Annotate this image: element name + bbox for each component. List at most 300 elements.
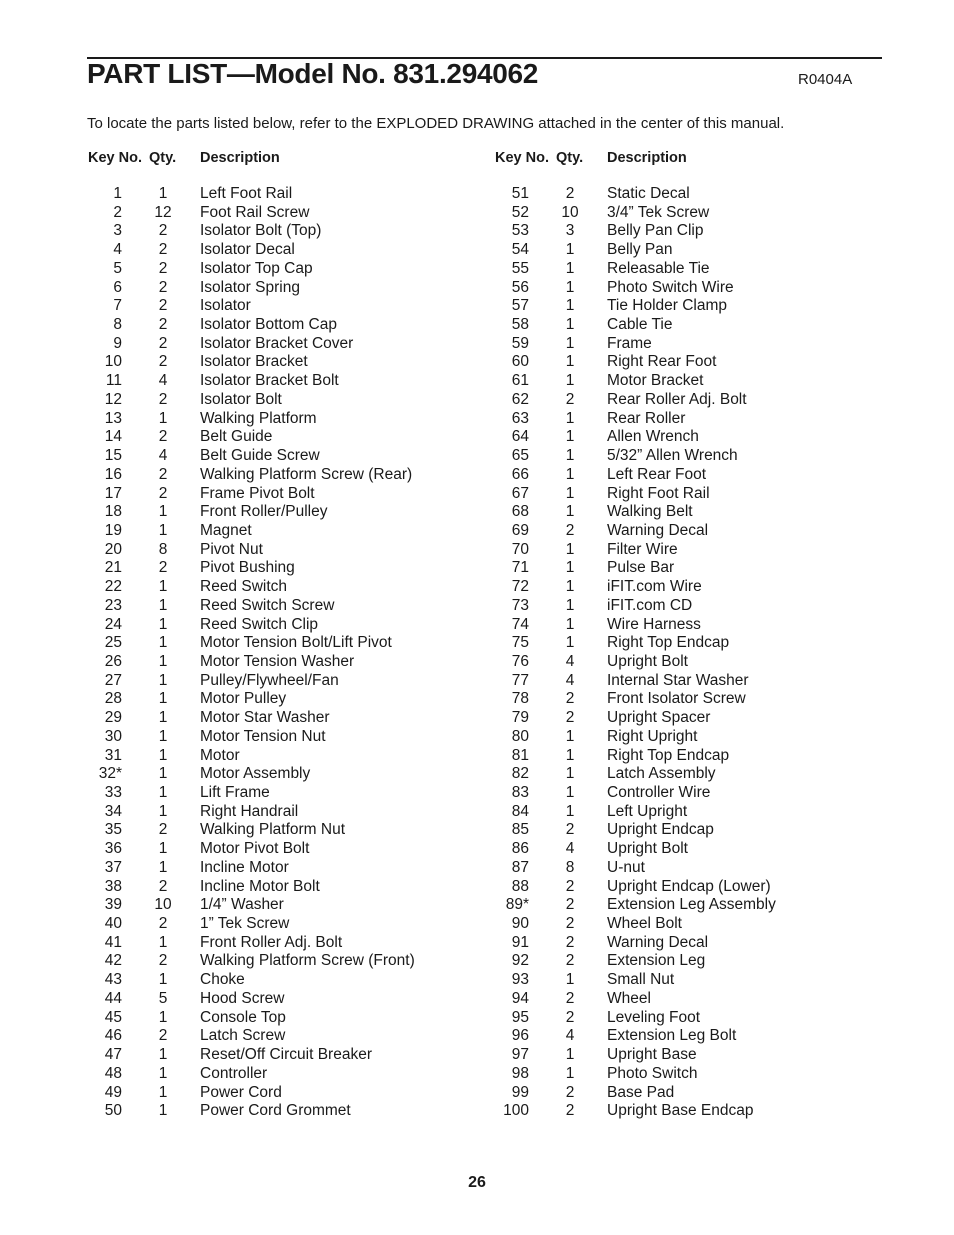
part-key-no: 38 [104, 877, 122, 895]
part-qty: 2 [158, 915, 168, 933]
part-row [494, 952, 894, 971]
part-description: Walking Platform Nut [200, 821, 345, 839]
part-qty: 1 [158, 185, 168, 202]
part-description: Belt Guide [200, 428, 273, 446]
part-description: Front Roller/Pulley [200, 503, 328, 521]
part-key-no: 79 [511, 709, 529, 727]
column-header [494, 147, 894, 171]
part-qty: 1 [158, 503, 168, 521]
part-qty: 2 [565, 877, 575, 895]
part-description: Latch Screw [200, 1027, 286, 1045]
part-qty: 1 [565, 428, 575, 446]
part-row [494, 896, 894, 915]
part-qty: 1 [158, 596, 168, 614]
part-description: Latch Assembly [607, 765, 716, 783]
part-qty: 1 [565, 784, 575, 801]
part-description: Photo Switch [607, 1064, 698, 1082]
part-qty: 2 [565, 896, 575, 914]
part-description: Cable Tie [607, 316, 673, 334]
part-key-no: 70 [511, 540, 529, 558]
part-key-no: 58 [511, 316, 529, 334]
part-key-no: 76 [511, 652, 529, 670]
part-key-no: 1 [113, 185, 122, 202]
part-qty: 1 [565, 241, 575, 259]
part-description: Isolator Decal [200, 241, 295, 259]
part-row [87, 1084, 487, 1103]
part-key-no: 29 [104, 709, 122, 727]
part-row [87, 709, 487, 728]
part-key-no: 32* [98, 765, 122, 783]
part-row [494, 204, 894, 223]
part-description: Upright Endcap [607, 821, 714, 839]
part-description: Lift Frame [200, 784, 270, 801]
part-description: Isolator [200, 297, 251, 315]
part-row [494, 690, 894, 709]
part-qty: 2 [158, 297, 168, 315]
part-row [87, 616, 487, 635]
part-qty: 4 [565, 652, 575, 670]
part-description: Walking Platform [200, 409, 317, 427]
part-qty: 1 [565, 971, 575, 989]
part-row [494, 971, 894, 990]
part-key-no: 36 [104, 840, 122, 858]
header-key-no: Key No. [88, 150, 142, 166]
part-description: Tie Holder Clamp [607, 297, 728, 315]
part-qty: 2 [158, 559, 168, 577]
part-qty: 2 [158, 222, 168, 240]
part-qty: 1 [158, 578, 168, 596]
part-qty: 1 [565, 353, 575, 371]
part-row [494, 447, 894, 466]
part-description: Upright Base [607, 1046, 697, 1064]
part-description: Right Foot Rail [607, 484, 710, 502]
part-row [87, 447, 487, 466]
part-qty: 2 [158, 278, 168, 296]
part-key-no: 52 [511, 203, 529, 221]
part-row [87, 204, 487, 223]
part-row [494, 1027, 894, 1046]
part-key-no: 57 [511, 297, 529, 315]
part-key-no: 6 [113, 278, 122, 296]
part-description: U-nut [607, 858, 645, 876]
part-qty: 8 [565, 858, 575, 876]
part-qty: 2 [565, 390, 575, 408]
part-description: Frame Pivot Bolt [200, 484, 315, 502]
part-row [87, 466, 487, 485]
part-description: Walking Platform Screw (Front) [200, 952, 415, 970]
part-description: Upright Base Endcap [607, 1102, 754, 1120]
part-description: Motor Pivot Bolt [200, 840, 310, 858]
part-description: Motor Bracket [607, 372, 704, 390]
part-row [87, 279, 487, 298]
part-row [87, 391, 487, 410]
part-description: Power Cord Grommet [200, 1102, 351, 1120]
part-description: Front Roller Adj. Bolt [200, 933, 343, 951]
part-key-no: 77 [511, 671, 529, 689]
part-description: iFIT.com CD [607, 596, 693, 614]
part-key-no: 75 [511, 634, 529, 652]
part-key-no: 59 [511, 334, 529, 352]
part-row [87, 185, 487, 204]
parts-column-right [494, 147, 894, 1120]
part-row [494, 541, 894, 560]
part-qty: 2 [565, 821, 575, 839]
part-qty: 1 [565, 259, 575, 277]
part-description: Left Upright [607, 802, 688, 820]
part-qty: 1 [158, 1008, 168, 1026]
part-key-no: 67 [511, 484, 529, 502]
part-description: Pulley/Flywheel/Fan [200, 671, 339, 689]
part-qty: 2 [158, 821, 168, 839]
part-description: Warning Decal [607, 521, 709, 539]
part-qty: 2 [158, 484, 168, 502]
part-description: 5/32” Allen Wrench [607, 447, 738, 465]
part-qty: 1 [158, 765, 168, 783]
part-key-no: 27 [104, 671, 122, 689]
part-qty: 1 [158, 858, 168, 876]
part-row [87, 372, 487, 391]
part-key-no: 61 [511, 372, 529, 390]
part-description: 1/4” Washer [200, 896, 284, 914]
part-row [494, 1065, 894, 1084]
part-row [494, 709, 894, 728]
part-key-no: 24 [104, 615, 122, 633]
part-key-no: 88 [511, 877, 529, 895]
part-description: Isolator Bracket Cover [200, 334, 354, 352]
part-key-no: 37 [104, 858, 122, 876]
part-qty: 3 [565, 222, 575, 240]
part-key-no: 96 [511, 1027, 529, 1045]
part-description: Foot Rail Screw [200, 203, 310, 221]
part-description: Leveling Foot [607, 1008, 701, 1026]
part-description: Isolator Bracket Bolt [200, 372, 339, 390]
part-qty: 1 [158, 802, 168, 820]
part-row [494, 597, 894, 616]
part-description: Extension Leg Bolt [607, 1027, 737, 1045]
part-key-no: 63 [511, 409, 529, 427]
part-description: Choke [200, 971, 245, 989]
part-row [494, 1046, 894, 1065]
part-description: Walking Platform Screw (Rear) [200, 465, 413, 483]
part-qty: 1 [158, 727, 168, 745]
part-description: Isolator Top Cap [200, 259, 313, 277]
part-row [87, 1009, 487, 1028]
part-row [494, 747, 894, 766]
part-key-no: 80 [511, 727, 529, 745]
part-key-no: 16 [104, 465, 122, 483]
part-row [87, 878, 487, 897]
part-key-no: 49 [104, 1083, 122, 1101]
part-qty: 5 [158, 989, 168, 1007]
part-key-no: 15 [104, 447, 122, 465]
part-qty: 2 [565, 952, 575, 970]
part-qty: 2 [565, 185, 575, 202]
part-row [494, 297, 894, 316]
part-description: Incline Motor Bolt [200, 877, 320, 895]
part-qty: 1 [565, 802, 575, 820]
part-qty: 4 [158, 447, 168, 465]
part-key-no: 11 [105, 372, 122, 390]
part-key-no: 90 [511, 915, 529, 933]
part-key-no: 33 [104, 784, 122, 801]
part-key-no: 44 [104, 989, 122, 1007]
part-key-no: 30 [104, 727, 122, 745]
part-row [87, 410, 487, 429]
part-row [494, 222, 894, 241]
part-key-no: 69 [511, 521, 529, 539]
part-qty: 1 [565, 316, 575, 334]
part-description: iFIT.com Wire [607, 578, 702, 596]
part-description: Pulse Bar [607, 559, 675, 577]
part-description: Upright Spacer [607, 709, 711, 727]
part-description: Base Pad [607, 1083, 675, 1101]
part-key-no: 85 [511, 821, 529, 839]
part-qty: 2 [158, 353, 168, 371]
part-row [87, 1065, 487, 1084]
part-row [87, 803, 487, 822]
part-qty: 8 [158, 540, 168, 558]
part-qty: 2 [565, 989, 575, 1007]
part-key-no: 22 [104, 578, 122, 596]
part-key-no: 84 [511, 802, 529, 820]
part-qty: 1 [158, 709, 168, 727]
part-row [494, 915, 894, 934]
part-description: Right Handrail [200, 802, 299, 820]
part-key-no: 10 [104, 353, 122, 371]
part-key-no: 20 [104, 540, 122, 558]
part-description: Right Top Endcap [607, 746, 730, 764]
part-key-no: 9 [113, 334, 122, 352]
part-row [494, 485, 894, 504]
part-qty: 1 [565, 727, 575, 745]
part-key-no: 12 [104, 390, 122, 408]
part-row [494, 335, 894, 354]
part-key-no: 3 [113, 222, 122, 240]
part-qty: 1 [565, 297, 575, 315]
part-qty: 1 [565, 278, 575, 296]
part-row [87, 541, 487, 560]
part-row [494, 878, 894, 897]
part-key-no: 56 [511, 278, 529, 296]
part-qty: 1 [158, 690, 168, 708]
part-key-no: 72 [511, 578, 529, 596]
header-qty: Qty. [556, 150, 584, 166]
part-description: Pivot Nut [200, 540, 263, 558]
part-key-no: 64 [511, 428, 529, 446]
part-key-no: 48 [104, 1064, 122, 1082]
part-row [87, 765, 487, 784]
part-description: Motor Tension Washer [200, 652, 355, 670]
part-description: Reed Switch [200, 578, 288, 596]
part-qty: 1 [158, 521, 168, 539]
part-qty: 1 [565, 1064, 575, 1082]
part-description: Front Isolator Screw [607, 690, 746, 708]
part-row [87, 353, 487, 372]
part-qty: 1 [158, 933, 168, 951]
part-qty: 1 [565, 334, 575, 352]
part-description: Right Top Endcap [607, 634, 730, 652]
part-description: Upright Endcap (Lower) [607, 877, 771, 895]
part-description: 3/4” Tek Screw [607, 203, 710, 221]
part-row [87, 1046, 487, 1065]
part-key-no: 28 [104, 690, 122, 708]
part-qty: 1 [158, 1102, 168, 1120]
part-qty: 1 [158, 971, 168, 989]
part-description: Upright Bolt [607, 652, 688, 670]
part-row [494, 765, 894, 784]
part-description: Motor Pulley [200, 690, 287, 708]
part-qty: 1 [565, 559, 575, 577]
part-description: Reset/Off Circuit Breaker [200, 1046, 372, 1064]
part-row [494, 990, 894, 1009]
part-row [87, 335, 487, 354]
part-row [87, 297, 487, 316]
part-key-no: 68 [511, 503, 529, 521]
part-key-no: 53 [511, 222, 529, 240]
part-key-no: 82 [511, 765, 529, 783]
part-description: Right Upright [607, 727, 698, 745]
part-description: Reed Switch Clip [200, 615, 319, 633]
part-qty: 1 [565, 409, 575, 427]
part-row [494, 634, 894, 653]
part-qty: 2 [158, 465, 168, 483]
part-qty: 1 [565, 596, 575, 614]
part-row [87, 859, 487, 878]
part-description: Reed Switch Screw [200, 596, 335, 614]
part-key-no: 86 [511, 840, 529, 858]
part-description: 1” Tek Screw [200, 915, 290, 933]
part-row [87, 672, 487, 691]
part-qty: 1 [158, 652, 168, 670]
part-row [87, 222, 487, 241]
part-key-no: 21 [104, 559, 122, 577]
part-qty: 1 [565, 540, 575, 558]
part-key-no: 71 [511, 559, 529, 577]
header-key-no: Key No. [495, 150, 549, 166]
part-description: Photo Switch Wire [607, 278, 734, 296]
page-number: 26 [468, 1174, 486, 1191]
part-row [494, 466, 894, 485]
part-key-no: 39 [104, 896, 122, 914]
part-qty: 10 [154, 896, 172, 914]
part-key-no: 35 [104, 821, 122, 839]
part-description: Motor Tension Bolt/Lift Pivot [200, 634, 392, 652]
part-qty: 12 [154, 203, 172, 221]
part-description: Motor Assembly [200, 765, 311, 783]
part-row [87, 1102, 487, 1121]
part-row [494, 821, 894, 840]
part-qty: 1 [565, 765, 575, 783]
part-qty: 1 [565, 615, 575, 633]
part-key-no: 42 [104, 952, 122, 970]
part-description: Small Nut [607, 971, 675, 989]
part-key-no: 25 [104, 634, 122, 652]
part-key-no: 95 [511, 1008, 529, 1026]
part-qty: 4 [565, 1027, 575, 1045]
part-row [87, 971, 487, 990]
part-row [87, 522, 487, 541]
part-key-no: 87 [511, 858, 529, 876]
part-qty: 1 [565, 503, 575, 521]
part-row [494, 784, 894, 803]
part-row [87, 840, 487, 859]
part-row [87, 578, 487, 597]
part-key-no: 94 [511, 989, 529, 1007]
part-key-no: 41 [104, 933, 122, 951]
part-description: Belly Pan [607, 241, 673, 259]
part-row [87, 690, 487, 709]
part-description: Controller Wire [607, 784, 711, 801]
part-qty: 1 [158, 1083, 168, 1101]
part-key-no: 62 [511, 390, 529, 408]
part-qty: 1 [565, 1046, 575, 1064]
part-description: Belly Pan Clip [607, 222, 704, 240]
part-row [87, 634, 487, 653]
part-key-no: 89* [505, 896, 529, 914]
part-qty: 10 [561, 203, 579, 221]
part-key-no: 26 [104, 652, 122, 670]
part-qty: 1 [158, 634, 168, 652]
part-qty: 1 [158, 671, 168, 689]
part-description: Power Cord [200, 1083, 282, 1101]
part-description: Isolator Bottom Cap [200, 316, 337, 334]
part-key-no: 98 [511, 1064, 529, 1082]
part-key-no: 97 [511, 1046, 529, 1064]
part-key-no: 100 [503, 1102, 529, 1120]
part-qty: 1 [565, 746, 575, 764]
part-qty: 4 [565, 671, 575, 689]
part-description: Console Top [200, 1008, 286, 1026]
parts-list-left [87, 185, 487, 1121]
part-key-no: 47 [104, 1046, 122, 1064]
part-row [494, 279, 894, 298]
part-key-no: 14 [104, 428, 122, 446]
part-key-no: 78 [511, 690, 529, 708]
part-row [494, 578, 894, 597]
part-key-no: 2 [113, 203, 122, 221]
part-key-no: 4 [113, 241, 122, 259]
part-row [494, 1084, 894, 1103]
part-row [87, 747, 487, 766]
part-description: Left Foot Rail [200, 185, 293, 202]
part-row [87, 728, 487, 747]
part-qty: 1 [158, 840, 168, 858]
part-key-no: 65 [511, 447, 529, 465]
part-row [494, 428, 894, 447]
part-qty: 2 [158, 334, 168, 352]
part-qty: 2 [158, 428, 168, 446]
part-row [494, 1102, 894, 1121]
part-row [494, 503, 894, 522]
part-row [87, 241, 487, 260]
part-qty: 1 [158, 615, 168, 633]
part-qty: 2 [565, 690, 575, 708]
part-row [494, 522, 894, 541]
part-row [87, 559, 487, 578]
part-description: Filter Wire [607, 540, 678, 558]
page-title: PART LIST—Model No. 831.294062 [87, 58, 539, 89]
part-qty: 2 [565, 709, 575, 727]
part-row [494, 1009, 894, 1028]
part-row [87, 915, 487, 934]
part-row [494, 185, 894, 204]
part-row [87, 485, 487, 504]
part-description: Extension Leg Assembly [607, 896, 776, 914]
part-qty: 1 [565, 372, 575, 390]
part-description: Belt Guide Screw [200, 447, 320, 465]
header-description: Description [607, 150, 687, 166]
part-description: Motor Tension Nut [200, 727, 326, 745]
